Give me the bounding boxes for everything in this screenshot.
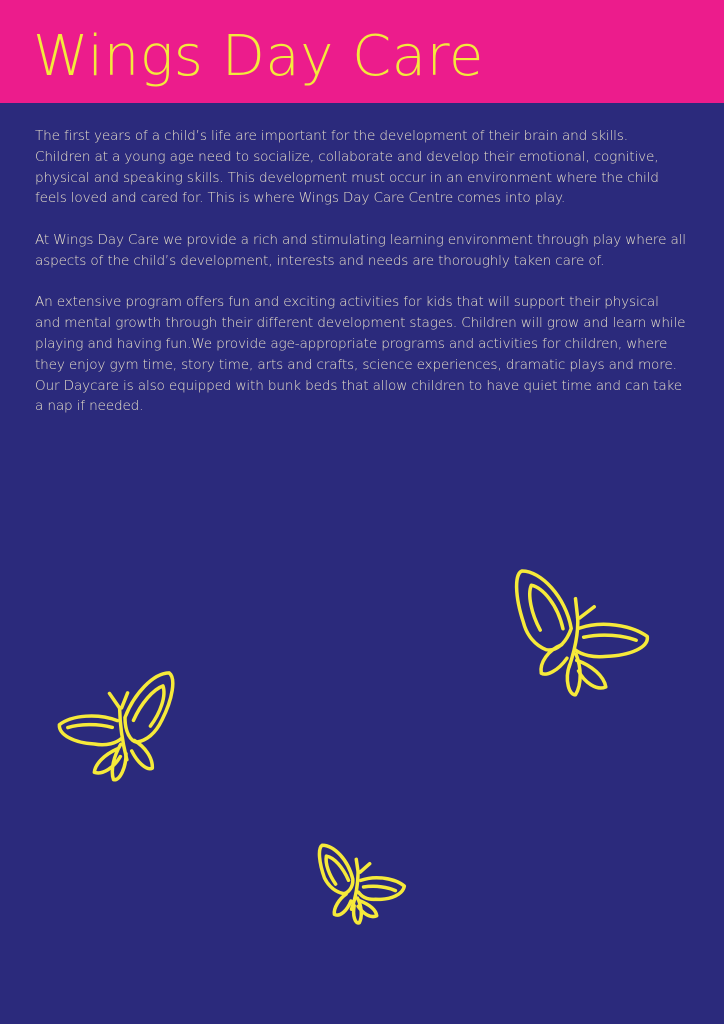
paragraph-environment: At Wings Day Care we provide a rich and stimulating learning environment through play where all aspects of the child’s development, interests and needs are thoroughly taken care of. <box>35 231 686 269</box>
butterfly-icon <box>52 668 192 783</box>
paragraph-program: An extensive program offers fun and exciting activities for kids that will support their physical and mental growth through their different development stages. Children will grow and learn while playing and having fun.We provide age-appropriate programs and activities for children, where they enjoy gym time, story time, arts and crafts, science experiences, dramatic plays and more. Our Daycare is also equipped with bunk beds that allow children to have quiet time and can take a nap if needed. <box>35 294 686 415</box>
paragraph-intro: The first years of a child’s life are important for the development of their brain and skills. Children at a young age need to socialize, collaborate and develop their emotional, cognitive, physical and speaking skills. This development must occur in an environment where the child feels loved and cared for. This is where Wings Day Care Centre comes into play. <box>35 128 659 207</box>
butterfly-icon <box>498 570 658 700</box>
header-banner <box>0 0 724 103</box>
body-text <box>35 126 687 438</box>
butterfly-icon <box>306 842 410 926</box>
page-title: Wings Day Care <box>33 24 484 89</box>
